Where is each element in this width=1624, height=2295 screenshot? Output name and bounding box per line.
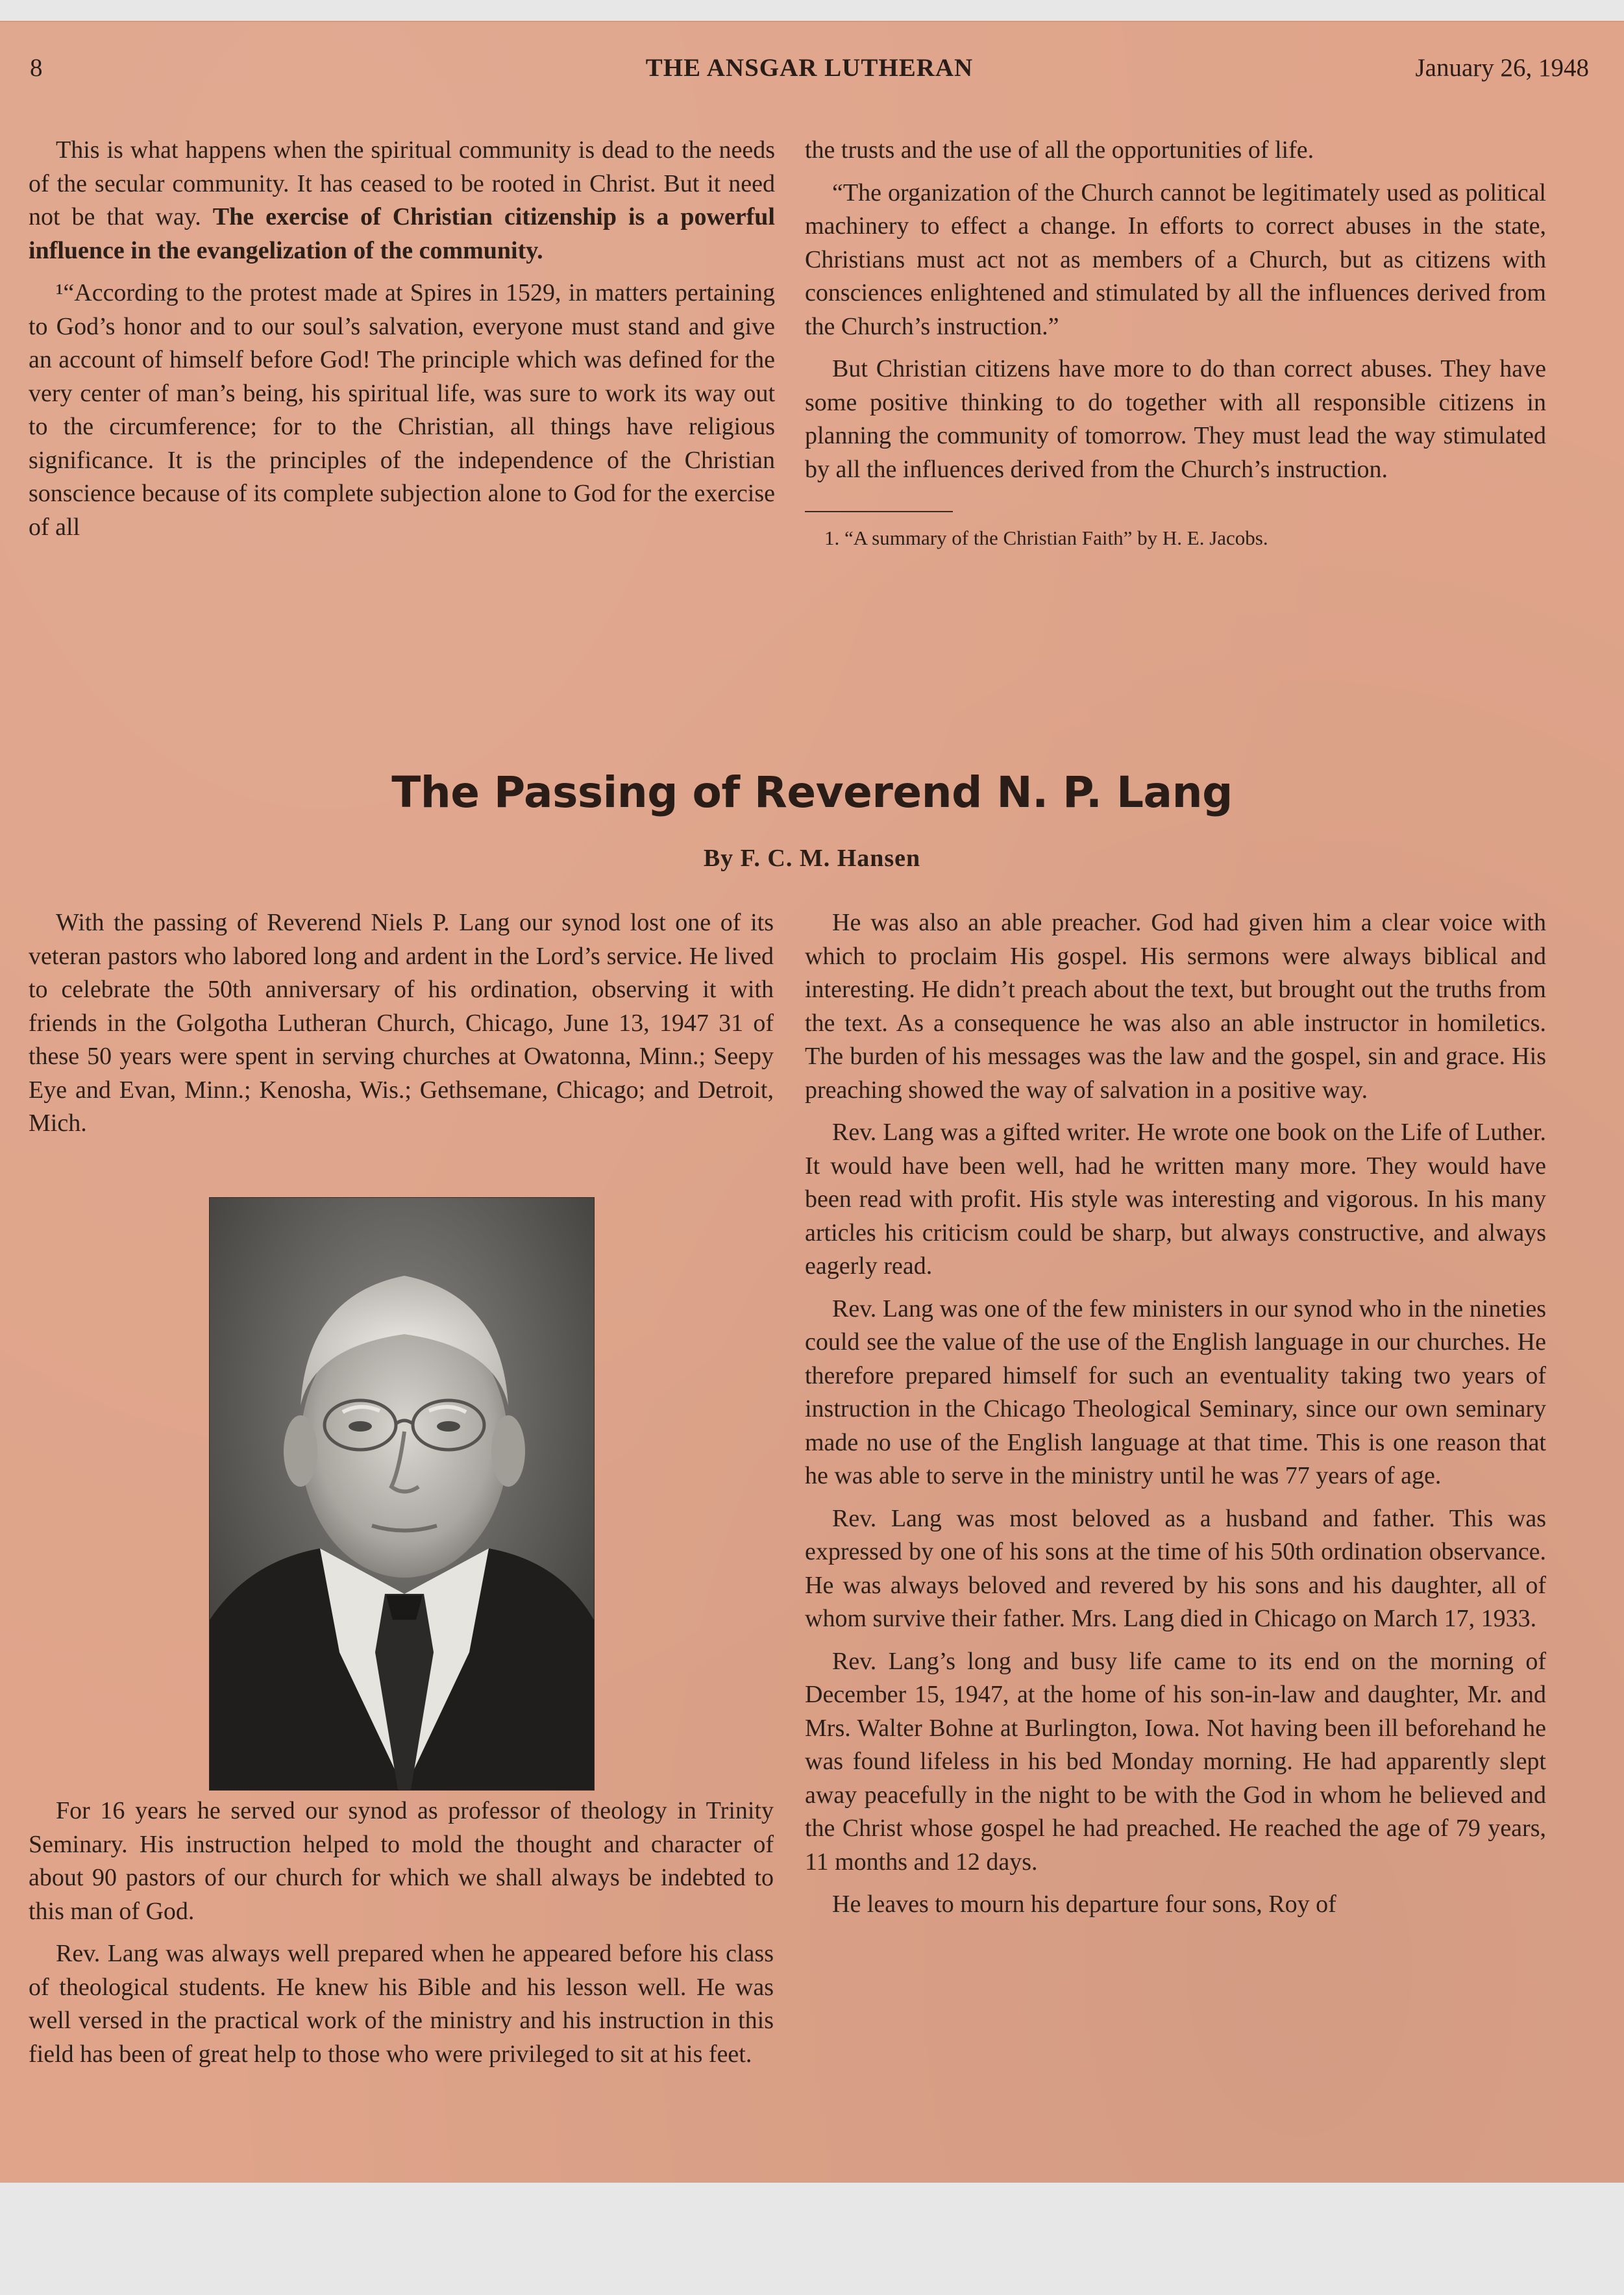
article-byline: By F. C. M. Hansen — [703, 845, 921, 872]
issue-date: January 26, 1948 — [1415, 54, 1589, 82]
bold-statement: The exercise of Christian citizenship is a powerful influence in the evangelization of the community. — [29, 203, 775, 264]
paragraph: This is what happens when the spiritual community is dead to the needs of the secular community. It has ceased to be rooted in Christ. But it need not be that way. The exercise of Christian citizenship is a powerful influence in the evangelization of the community. — [29, 136, 775, 264]
paragraph: Rev. Lang was one of the few ministers in our synod who in the nineties could see the value of the use of the English language in our churches. He therefore prepared himself for such an eventuality taking two years of instruction in the Chicago Theological Seminary, since our own seminary made no use of the English language at that time. This is one reason that he was able to serve in the ministry until he was 77 years of age. — [805, 1295, 1546, 1489]
article-title: The Passing of Reverend N. P. Lang — [391, 767, 1233, 817]
footnote: 1. “A summary of the Christian Faith” by H. E. Jacobs. — [824, 527, 1268, 549]
paragraph: ¹“According to the protest made at Spires in 1529, in matters pertaining to God’s honor and to our soul’s salvation, everyone must stand and give an account of himself before God! The principle which was defined for the very center of man’s being, his spiritual life, was sure to work its way out to the circumference; for to the Christian, all things have religious significance. It is the principles of the independence of the Christian sonscience because of its complete subjection alone to God for the exercise of all — [29, 279, 775, 541]
portrait-photo — [209, 1197, 595, 1791]
article-left-column-top — [29, 906, 774, 1150]
paragraph: Rev. Lang’s long and busy life came to its end on the morning of December 15, 1947, at the home of his son-in-law and daughter, Mr. and Mrs. Walter Bohne at Burlington, Iowa. Not having been ill beforehand he was found lifeless in his bed Monday morning. He had apparently slept away peacefully in the night to be with the God in whom he believed and the Christ whose gospel he had preached. He reached the age of 79 years, 11 months and 12 days. — [805, 1647, 1546, 1876]
paragraph: Rev. Lang was most beloved as a husband and father. This was expressed by one of his sons at the time of his 50th ordination observance. He was always beloved and revered by his sons and his daughter, all of whom survive their father. Mrs. Lang died in Chicago on March 17, 1933. — [805, 1504, 1546, 1632]
paragraph: He was also an able preacher. God had given him a clear voice with which to proclaim His gospel. His sermons were always biblical and interesting. He didn’t preach about the text, but brought out the truths from the text. As a consequence he was also an able instructor in homiletics. The burden of his messages was the law and the gospel, sin and grace. His preaching showed the way of salvation in a positive way. — [805, 909, 1546, 1104]
top-left-column — [29, 134, 775, 553]
page-number: 8 — [30, 54, 43, 82]
paragraph: “The organization of the Church cannot be legitimately used as political machinery to effect a change. In efforts to correct abuses in the state, Christians must act not as members of a Church, but as citizens with consciences enlightened and stimulated by all the influences derived from the Church’s instruction.” — [805, 179, 1546, 340]
paragraph: Rev. Lang was a gifted writer. He wrote one book on the Life of Luther. It would have been well, had he written many more. They would have been read with profit. His style was interesting and vigorous. In his many articles his criticism could be sharp, but always constructive, and always eagerly read. — [805, 1119, 1546, 1280]
newspaper-page — [0, 21, 1624, 2183]
paragraph: He leaves to mourn his departure four sons, Roy of — [832, 1891, 1336, 1918]
paragraph: With the passing of Reverend Niels P. Lang our synod lost one of its veteran pastors who labored long and ardent in the Lord’s service. He lived to celebrate the 50th anniversary of his ordination, observing it with friends in the Golgotha Lutheran Church, Chicago, June 13, 1947 31 of these 50 years were spent in serving churches at Owatonna, Minn.; Seepy Eye and Evan, Minn.; Kenosha, Wis.; Gethsemane, Chicago; and Detroit, Mich. — [29, 909, 774, 1137]
masthead: THE ANSGAR LUTHERAN — [645, 54, 974, 82]
top-right-column — [805, 134, 1546, 560]
paragraph: Rev. Lang was always well prepared when he appeared before his class of theological students. He knew his Bible and his lesson well. He was well versed in the practical work of the ministry and his instruction in this field has been of great help to those who were privileged to sit at his feet. — [29, 1940, 774, 2068]
paragraph: But Christian citizens have more to do than correct abuses. They have some positive thinking to do together with all responsible citizens in planning the community of tomorrow. They must lead the way stimulated by all the influences derived from the Church’s instruction. — [805, 355, 1546, 483]
article-left-column-bottom — [29, 1794, 774, 2080]
footnote-rule — [805, 511, 953, 512]
running-header — [30, 53, 1589, 86]
paragraph: the trusts and the use of all the opportunities of life. — [805, 136, 1314, 164]
paragraph: For 16 years he served our synod as professor of theology in Trinity Seminary. His instruction helped to mold the thought and character of about 90 pastors of our church for which we shall always be indebted to this man of God. — [29, 1797, 774, 1925]
portrait-image — [210, 1198, 594, 1790]
article-right-column — [805, 906, 1546, 1931]
